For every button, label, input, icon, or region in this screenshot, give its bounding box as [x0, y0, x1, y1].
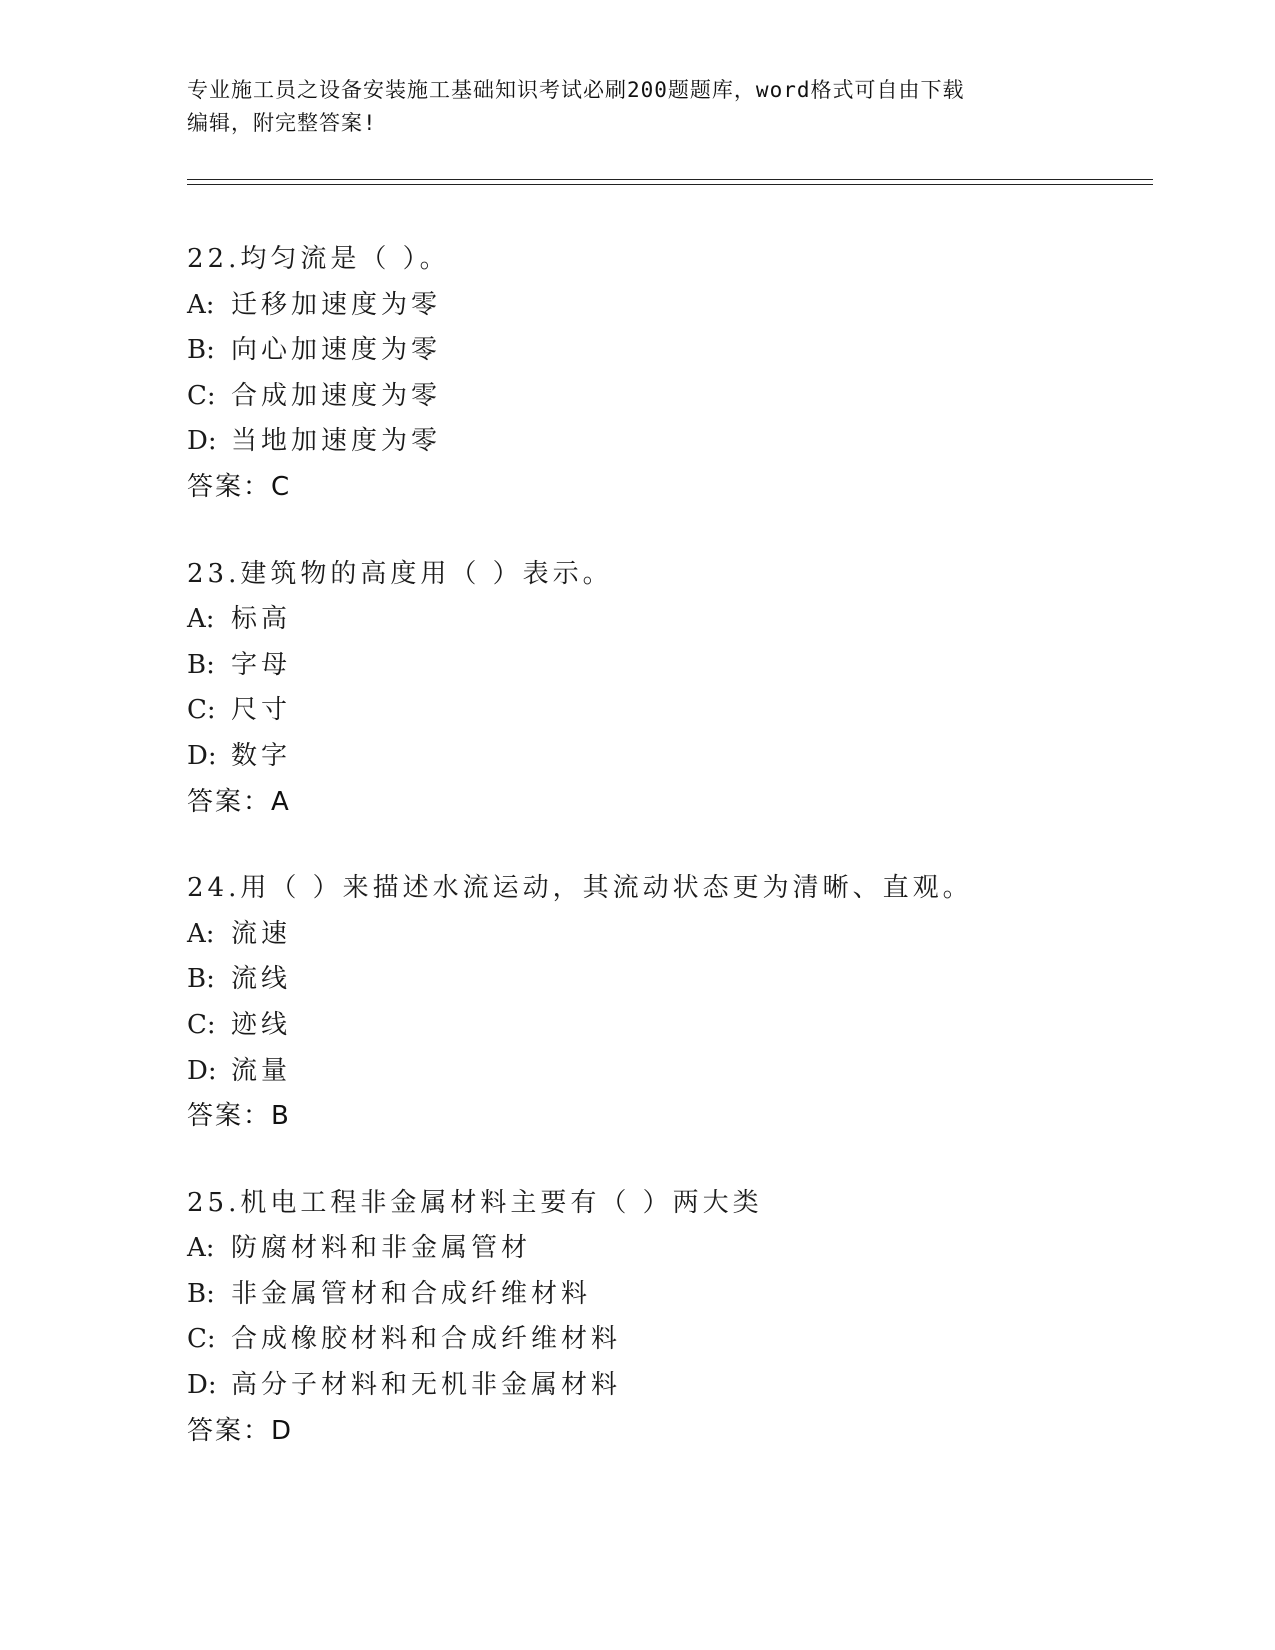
option-text: 标高 [231, 604, 292, 635]
option-d [187, 419, 1147, 465]
answer-line: 答案：B [187, 1101, 291, 1132]
option-letter: A: [187, 604, 215, 635]
option-text: 迹线 [231, 1009, 292, 1040]
option-text: 向心加速度为零 [231, 335, 442, 366]
option-c [187, 1003, 1147, 1049]
option-a [187, 912, 1147, 958]
question-22 [187, 237, 1147, 511]
option-text: 当地加速度为零 [231, 426, 442, 457]
header-divider-bottom [187, 184, 1153, 185]
header-line-1: 专业施工员之设备安装施工基础知识考试必刷200题题库，word格式可自由下载 [187, 78, 965, 102]
option-text: 高分子材料和无机非金属材料 [231, 1370, 622, 1401]
option-b [187, 328, 1147, 374]
option-letter: B: [187, 1278, 215, 1309]
option-text: 防腐材料和非金属管材 [231, 1233, 532, 1264]
question-25 [187, 1181, 1147, 1455]
question-stem: 23.建筑物的高度用（ ）表示。 [187, 558, 613, 589]
option-d [187, 1363, 1147, 1409]
option-letter: C: [187, 695, 216, 726]
option-letter: A: [187, 918, 215, 949]
option-letter: A: [187, 289, 215, 320]
option-text: 非金属管材和合成纤维材料 [231, 1278, 592, 1309]
option-a [187, 597, 1147, 643]
option-letter: D: [187, 1055, 217, 1086]
header-line-2: 编辑，附完整答案! [187, 111, 377, 135]
option-text: 数字 [231, 740, 292, 771]
header-divider-top [187, 179, 1153, 180]
answer-line: 答案：A [187, 786, 291, 817]
option-text: 迁移加速度为零 [231, 289, 442, 320]
option-c [187, 688, 1147, 734]
option-d [187, 734, 1147, 780]
option-letter: D: [187, 426, 217, 457]
option-letter: B: [187, 649, 215, 680]
option-d [187, 1049, 1147, 1095]
answer-line: 答案：D [187, 1415, 294, 1446]
option-letter: B: [187, 964, 215, 995]
option-letter: D: [187, 1370, 217, 1401]
option-text: 合成加速度为零 [231, 380, 442, 411]
question-24 [187, 866, 1147, 1140]
option-letter: D: [187, 740, 217, 771]
option-c [187, 374, 1147, 420]
document-header [187, 74, 1067, 140]
question-stem: 22.均匀流是（ ）。 [187, 244, 450, 274]
question-23 [187, 552, 1147, 826]
option-letter: A: [187, 1233, 215, 1264]
option-b [187, 1272, 1147, 1318]
question-stem: 24.用（ ）来描述水流运动，其流动状态更为清晰、直观。 [187, 873, 973, 904]
option-a [187, 1226, 1147, 1272]
option-text: 流线 [231, 964, 292, 995]
question-list [187, 237, 1147, 1495]
option-text: 字母 [231, 649, 292, 680]
answer-line: 答案：C [187, 471, 292, 502]
option-text: 合成橡胶材料和合成纤维材料 [231, 1324, 622, 1355]
option-letter: C: [187, 380, 216, 411]
option-a [187, 283, 1147, 329]
option-letter: C: [187, 1324, 216, 1355]
option-text: 流速 [231, 918, 292, 949]
option-text: 流量 [231, 1055, 292, 1086]
option-letter: B: [187, 335, 215, 366]
option-c [187, 1317, 1147, 1363]
option-letter: C: [187, 1009, 216, 1040]
option-text: 尺寸 [231, 695, 292, 726]
option-b [187, 957, 1147, 1003]
question-stem: 25.机电工程非金属材料主要有（ ）两大类 [187, 1187, 763, 1218]
option-b [187, 643, 1147, 689]
